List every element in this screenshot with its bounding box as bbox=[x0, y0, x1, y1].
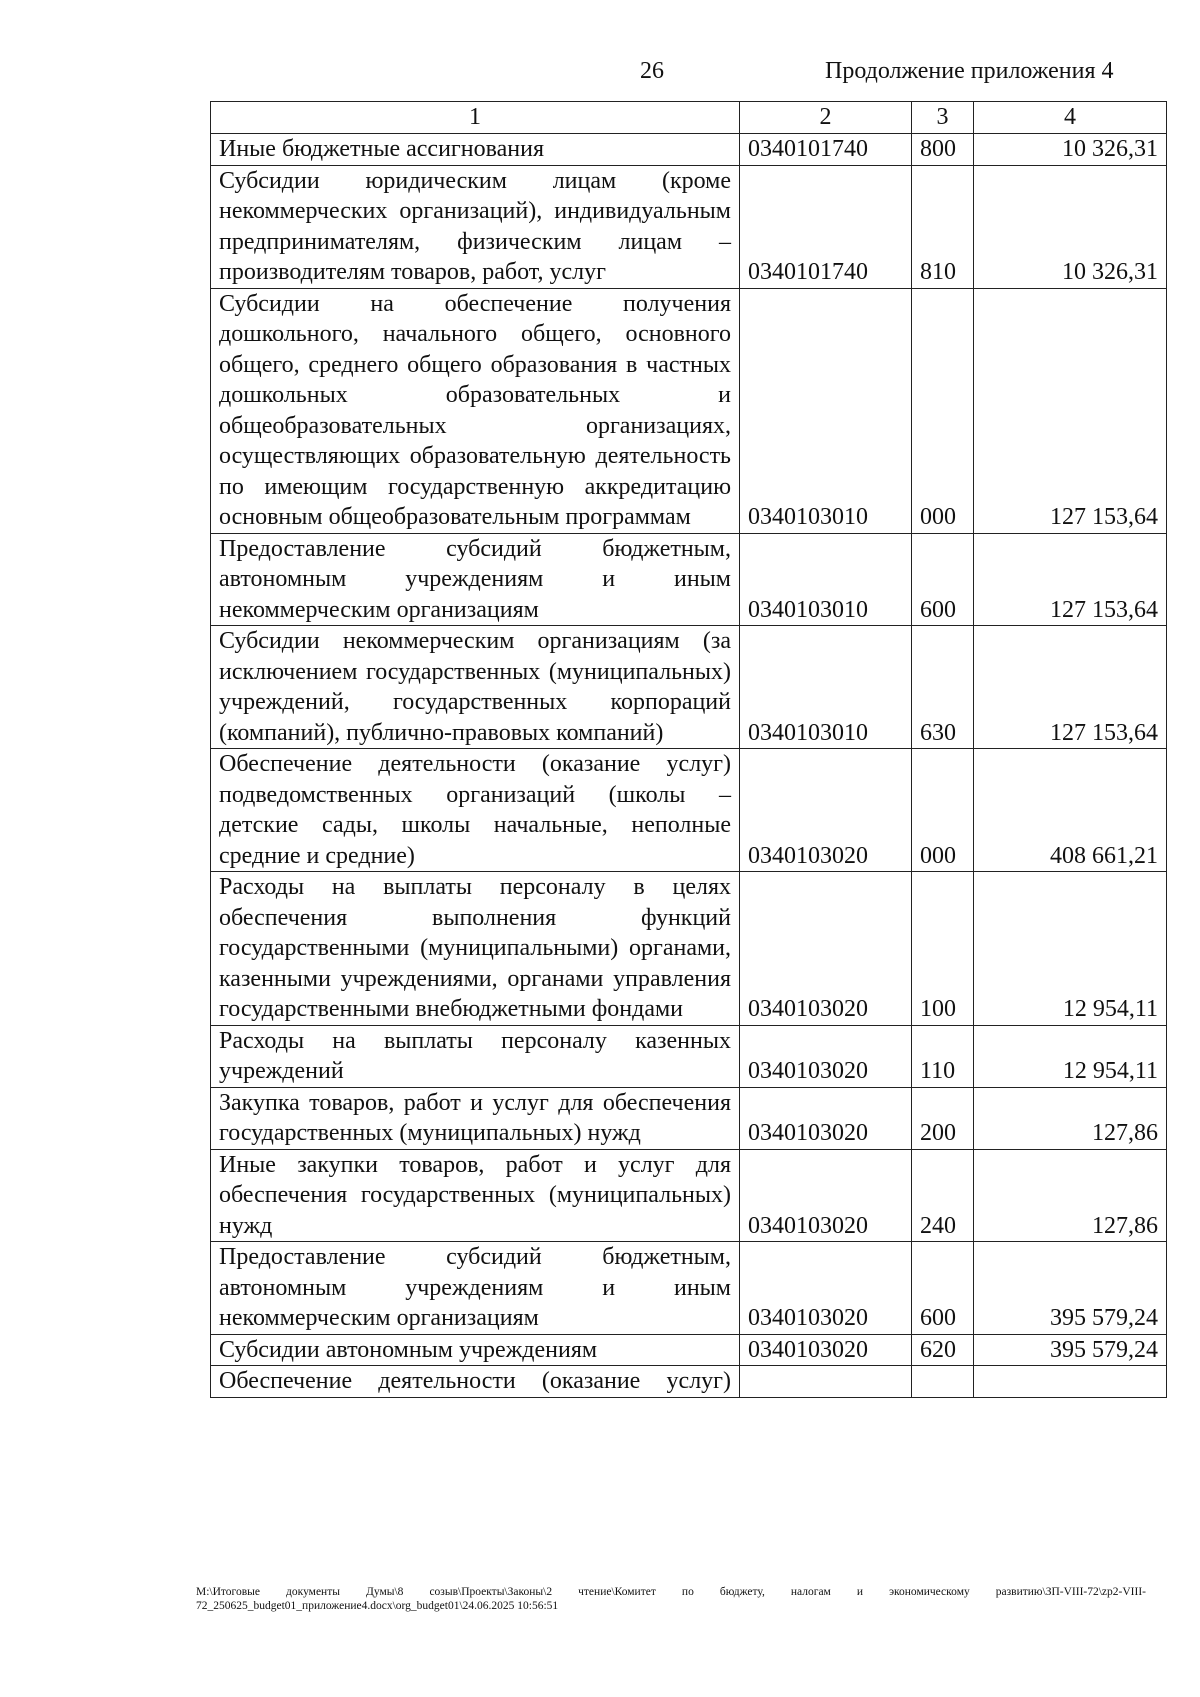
row-code: 0340103020 bbox=[740, 749, 912, 872]
row-name: Субсидии автономным учреждениям bbox=[211, 1334, 740, 1366]
row-kind: 810 bbox=[912, 165, 974, 288]
row-amount: 10 326,31 bbox=[974, 165, 1167, 288]
row-code: 0340101740 bbox=[740, 165, 912, 288]
table-row bbox=[211, 749, 1167, 872]
row-code: 0340103020 bbox=[740, 1242, 912, 1335]
table-row bbox=[211, 288, 1167, 533]
row-name: Расходы на выплаты персоналу в целях обеспечения выполнения функций государственными (муниципальными) органами, казенными учреждениями, органами управления государственными внебюджетными фондами bbox=[211, 872, 740, 1026]
row-name: Обеспечение деятельности (оказание услуг) bbox=[211, 1366, 740, 1398]
budget-table bbox=[210, 101, 1167, 1398]
row-amount: 12 954,11 bbox=[974, 872, 1167, 1026]
row-code: 0340103010 bbox=[740, 288, 912, 533]
row-name: Расходы на выплаты персоналу казенных учреждений bbox=[211, 1025, 740, 1087]
row-amount: 127,86 bbox=[974, 1087, 1167, 1149]
row-code bbox=[740, 1366, 912, 1398]
row-code: 0340101740 bbox=[740, 134, 912, 166]
row-name: Субсидии юридическим лицам (кроме некоммерческих организаций), индивидуальным предпринимателям, физическим лицам – производителям товаров, работ, услуг bbox=[211, 165, 740, 288]
row-amount: 127 153,64 bbox=[974, 288, 1167, 533]
table-row bbox=[211, 1242, 1167, 1335]
table-row bbox=[211, 533, 1167, 626]
row-kind: 100 bbox=[912, 872, 974, 1026]
row-kind: 600 bbox=[912, 533, 974, 626]
row-code: 0340103020 bbox=[740, 1025, 912, 1087]
row-name: Предоставление субсидий бюджетным, автономным учреждениям и иным некоммерческим организациям bbox=[211, 533, 740, 626]
row-name: Субсидии на обеспечение получения дошкольного, начального общего, основного общего, среднего общего образования в частных дошкольных образовательных и общеобразовательных организациях, осуществляющих образовательную деятельность по имеющим государственную аккредитацию основным общеобразовательным программам bbox=[211, 288, 740, 533]
column-header: 4 bbox=[974, 102, 1167, 134]
document-path-footer: M:\Итоговые документы Думы\8 созыв\Проекты\Законы\2 чтение\Комитет по бюджету, налогам и экономическому развитию\ЗП-VIII-72\zp2-VIII-72_250625_budget01_приложение4.docx\org_budget01\24.06.2025 10:56:51 bbox=[196, 1586, 1146, 1612]
row-kind: 800 bbox=[912, 134, 974, 166]
row-code: 0340103020 bbox=[740, 1149, 912, 1242]
table-header-row bbox=[211, 102, 1167, 134]
row-code: 0340103010 bbox=[740, 533, 912, 626]
row-kind: 200 bbox=[912, 1087, 974, 1149]
row-name: Закупка товаров, работ и услуг для обеспечения государственных (муниципальных) нужд bbox=[211, 1087, 740, 1149]
row-amount: 12 954,11 bbox=[974, 1025, 1167, 1087]
row-name: Субсидии некоммерческим организациям (за исключением государственных (муниципальных) учреждений, государственных корпораций (компаний), публично-правовых компаний) bbox=[211, 626, 740, 749]
row-amount: 127 153,64 bbox=[974, 533, 1167, 626]
table-row bbox=[211, 1366, 1167, 1398]
table-row bbox=[211, 872, 1167, 1026]
row-kind: 630 bbox=[912, 626, 974, 749]
row-amount: 10 326,31 bbox=[974, 134, 1167, 166]
table-row bbox=[211, 165, 1167, 288]
row-code: 0340103020 bbox=[740, 1087, 912, 1149]
row-code: 0340103020 bbox=[740, 872, 912, 1026]
row-name: Иные бюджетные ассигнования bbox=[211, 134, 740, 166]
row-amount: 395 579,24 bbox=[974, 1334, 1167, 1366]
row-amount: 127 153,64 bbox=[974, 626, 1167, 749]
appendix-title: Продолжение приложения 4 bbox=[825, 58, 1114, 84]
row-kind bbox=[912, 1366, 974, 1398]
table-row bbox=[211, 1087, 1167, 1149]
table-row bbox=[211, 626, 1167, 749]
row-code: 0340103010 bbox=[740, 626, 912, 749]
row-kind: 600 bbox=[912, 1242, 974, 1335]
row-code: 0340103020 bbox=[740, 1334, 912, 1366]
row-amount bbox=[974, 1366, 1167, 1398]
row-kind: 110 bbox=[912, 1025, 974, 1087]
column-header: 2 bbox=[740, 102, 912, 134]
row-kind: 000 bbox=[912, 749, 974, 872]
row-amount: 127,86 bbox=[974, 1149, 1167, 1242]
column-header: 1 bbox=[211, 102, 740, 134]
table-row bbox=[211, 1025, 1167, 1087]
row-kind: 240 bbox=[912, 1149, 974, 1242]
row-kind: 620 bbox=[912, 1334, 974, 1366]
row-name: Обеспечение деятельности (оказание услуг) подведомственных организаций (школы – детские сады, школы начальные, неполные средние и средние) bbox=[211, 749, 740, 872]
table-row bbox=[211, 1334, 1167, 1366]
row-amount: 395 579,24 bbox=[974, 1242, 1167, 1335]
table-row bbox=[211, 1149, 1167, 1242]
row-name: Предоставление субсидий бюджетным, автономным учреждениям и иным некоммерческим организациям bbox=[211, 1242, 740, 1335]
table-row bbox=[211, 134, 1167, 166]
row-name: Иные закупки товаров, работ и услуг для обеспечения государственных (муниципальных) нужд bbox=[211, 1149, 740, 1242]
row-amount: 408 661,21 bbox=[974, 749, 1167, 872]
page-number: 26 bbox=[640, 58, 664, 84]
column-header: 3 bbox=[912, 102, 974, 134]
row-kind: 000 bbox=[912, 288, 974, 533]
